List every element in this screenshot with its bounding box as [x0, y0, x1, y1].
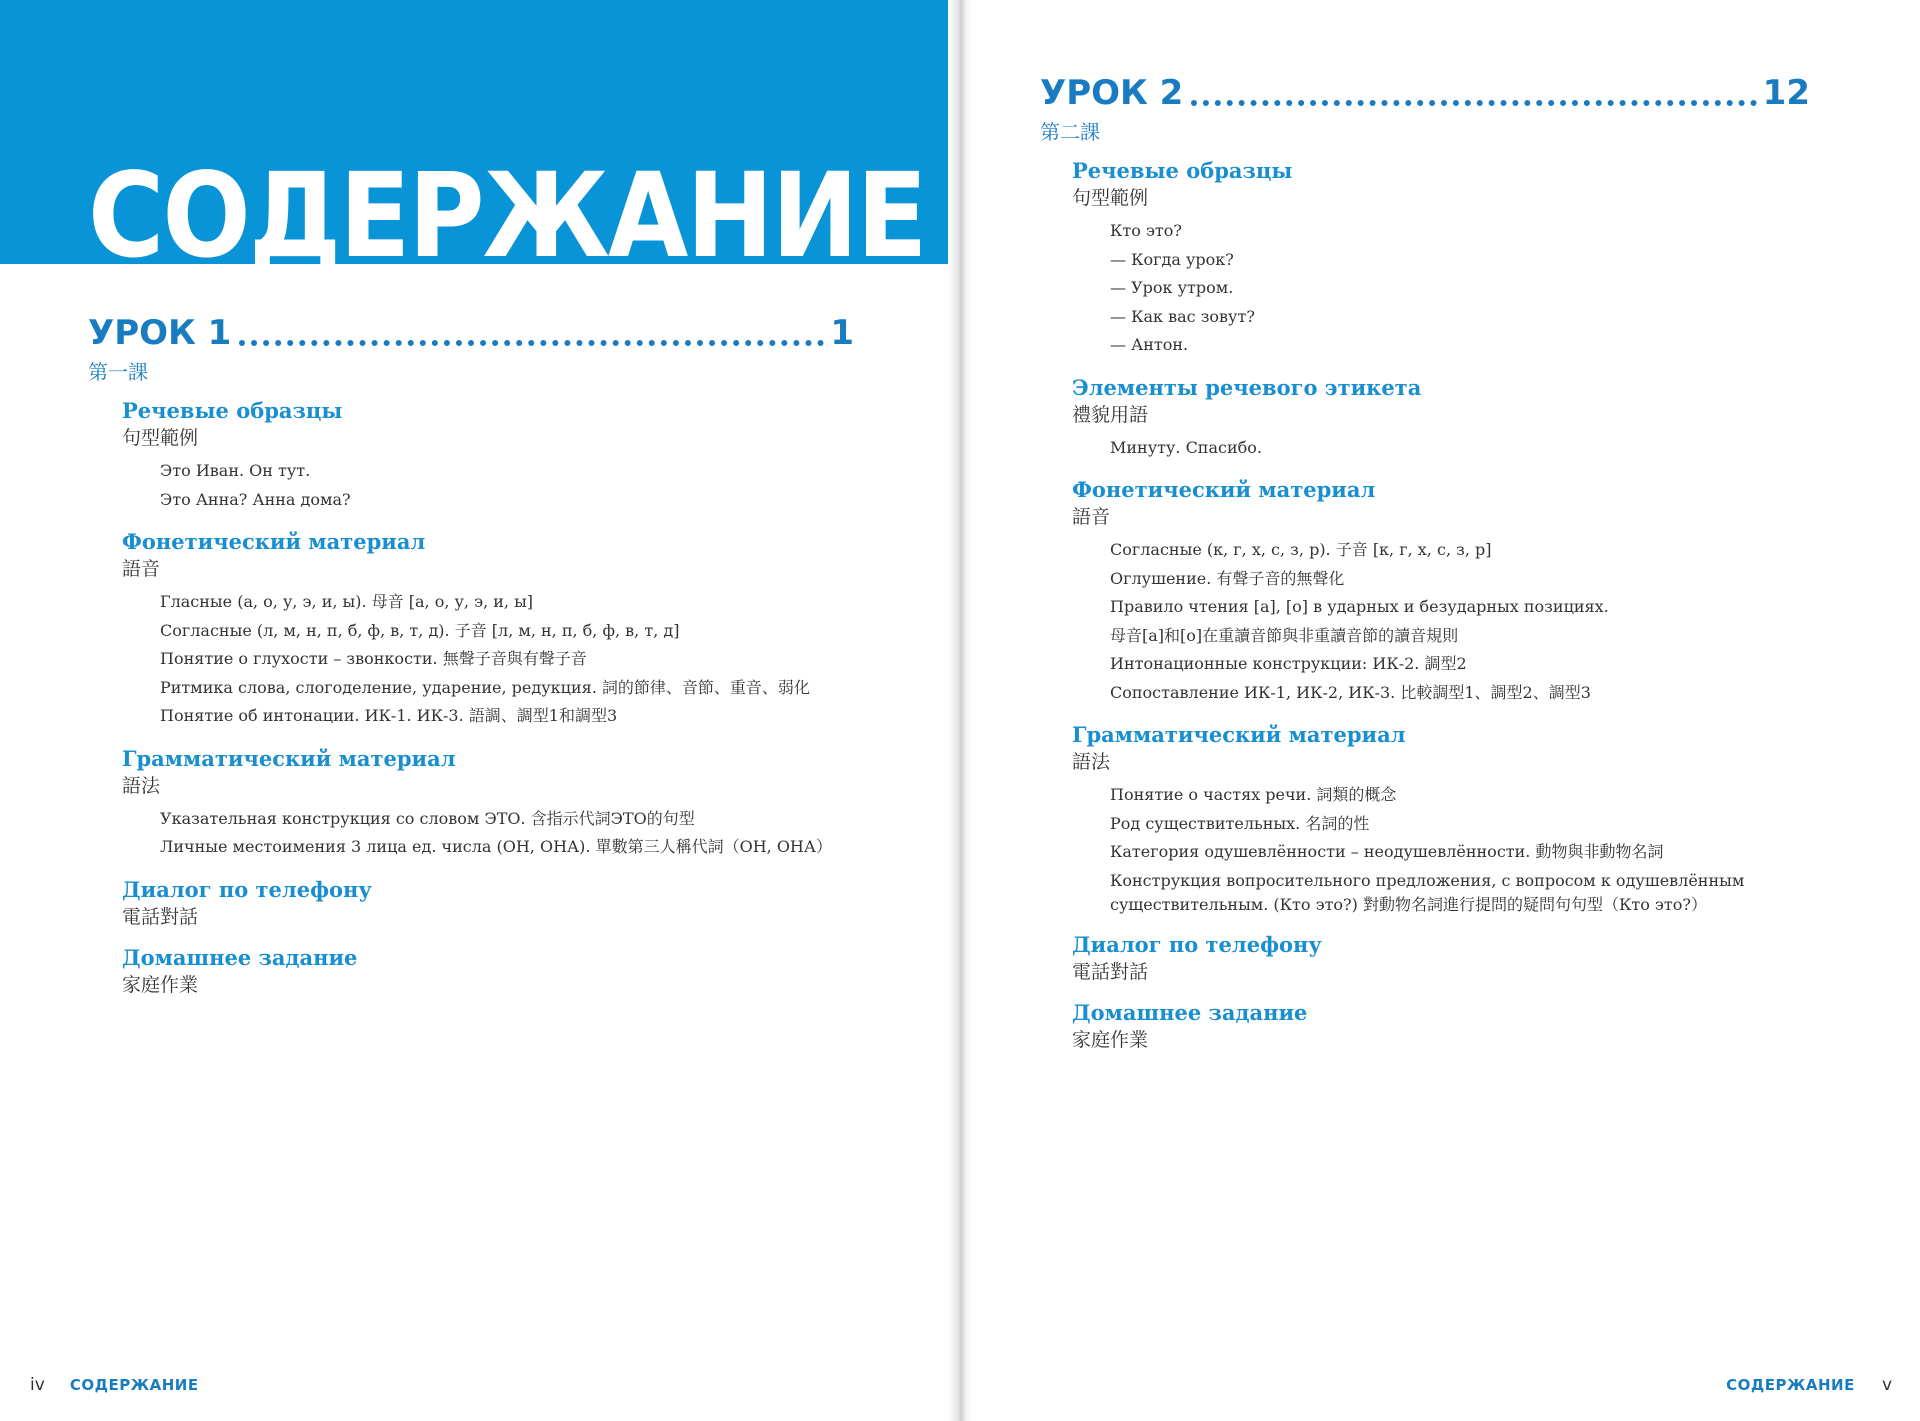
- lesson-title: УРОК 2: [1040, 73, 1184, 113]
- section-subtitle: 句型範例: [1072, 187, 1149, 209]
- leader-dots: [1191, 100, 1756, 106]
- list-item: Кто это?: [1110, 221, 1182, 240]
- left-footer: [30, 1375, 199, 1395]
- list-item: Личные местоимения 3 лица ед. числа (ОН, ОНА). 單數第三人稱代詞（ОН, ОНА）: [160, 837, 833, 856]
- section: [1072, 721, 1750, 917]
- section-items: [1110, 781, 1750, 917]
- list-item: Оглушение. 有聲子音的無聲化: [1110, 568, 1345, 588]
- left-page: [0, 0, 958, 1421]
- section-title: Домашнее задание: [122, 944, 358, 970]
- list-item: Ритмика слова, слогоделение, ударение, редукция. 詞的節律、音節、重音、弱化: [160, 677, 810, 697]
- list-item: Указательная конструкция со словом ЭТО. 含指示代詞ЭТО的句型: [160, 808, 695, 828]
- section-subtitle: 禮貌用語: [1072, 403, 1149, 426]
- section-title: Грамматический материал: [1072, 722, 1406, 747]
- section: [1072, 476, 1750, 707]
- section-subtitle: 電話對話: [122, 905, 199, 928]
- list-item: Согласные (л, м, н, п, б, ф, в, т, д). 子音 [л, м, н, п, б, ф, в, т, д]: [160, 620, 680, 640]
- section-items: [160, 805, 832, 862]
- list-item: Род существительных. 名詞的性: [1110, 813, 1370, 833]
- section-subtitle: 語音: [1072, 506, 1111, 528]
- list-item: Согласные (к, г, х, с, з, р). 子音 [к, г, х, с, з, р]: [1110, 540, 1492, 559]
- list-item: 母音[а]和[о]在重讀音節與非重讀音節的讀音規則: [1110, 625, 1459, 645]
- lesson-2-heading: [1040, 73, 1810, 113]
- list-item: Понятие о частях речи. 詞類的概念: [1110, 785, 1397, 804]
- section-subtitle: 家庭作業: [122, 973, 199, 996]
- section-title: Речевые образцы: [1072, 158, 1293, 183]
- list-item: — Как вас зовут?: [1110, 306, 1255, 326]
- section-subtitle: 句型範例: [122, 427, 199, 449]
- section-subtitle: 語法: [1072, 751, 1111, 773]
- section-title: Домашнее задание: [1072, 999, 1308, 1025]
- lesson-1-sections: [122, 397, 832, 1012]
- section: [1072, 999, 1750, 1053]
- section-items: [160, 588, 832, 731]
- section: [1072, 374, 1750, 463]
- section-items: [1110, 536, 1750, 707]
- list-item: Интонационные конструкции: ИК-2. 調型2: [1110, 654, 1467, 673]
- list-item: Это Иван. Он тут.: [160, 461, 311, 480]
- section-subtitle: 家庭作業: [1072, 1028, 1149, 1051]
- section-items: [1110, 217, 1750, 360]
- running-footer-label: СОДЕРЖАНИЕ: [1726, 1376, 1855, 1394]
- lesson-page-number: 12: [1762, 73, 1810, 113]
- list-item: Сопоставление ИК-1, ИК-2, ИК-3. 比較調型1、調型2、調型3: [1110, 682, 1591, 702]
- section: [122, 528, 832, 731]
- section-subtitle: 語法: [122, 774, 161, 797]
- list-item: Гласные (а, о, у, э, и, ы). 母音 [а, о, у, э, и, ы]: [160, 592, 534, 611]
- contents-title: [88, 147, 1064, 287]
- section-title: Диалог по телефону: [122, 876, 372, 902]
- section-items: [160, 457, 832, 514]
- book-gutter: [948, 0, 972, 1421]
- list-item: Это Анна? Анна дома?: [160, 489, 351, 509]
- list-item: Понятие о глухости – звонкости. 無聲子音與有聲子音: [160, 649, 587, 668]
- list-item: Минуту. Спасибо.: [1110, 437, 1262, 457]
- right-page: [958, 0, 1920, 1421]
- section-items: [1110, 434, 1750, 463]
- page-number: iv: [30, 1375, 45, 1395]
- section: [1072, 157, 1750, 360]
- section-subtitle: 電話對話: [1072, 960, 1149, 983]
- page-number: v: [1881, 1375, 1892, 1395]
- section-title: Элементы речевого этикета: [1072, 374, 1422, 400]
- list-item: Конструкция вопросительного предложения, с вопросом к одушевлённым существительным. (Кто это?) 對動物名詞進行提問的疑問句句型（Кто это?）: [1110, 870, 1745, 914]
- lesson-1-heading: [88, 313, 854, 353]
- section-title: Фонетический материал: [1072, 477, 1376, 502]
- section-title: Грамматический материал: [122, 745, 456, 771]
- list-item: Категория одушевлённости – неодушевлённости. 動物與非動物名詞: [1110, 842, 1664, 861]
- list-item: — Урок утром.: [1110, 278, 1234, 297]
- section-title: Фонетический материал: [122, 529, 426, 554]
- lesson-page-number: 1: [830, 313, 854, 353]
- lesson-2-sections: [1072, 157, 1750, 1067]
- section-title: Речевые образцы: [122, 398, 343, 423]
- title-banner: [0, 0, 958, 285]
- section: [122, 745, 832, 862]
- section: [122, 876, 832, 930]
- list-item: — Когда урок?: [1110, 249, 1234, 269]
- list-item: — Антон.: [1110, 335, 1189, 354]
- list-item: Правило чтения [а], [о] в ударных и безударных позициях.: [1110, 597, 1609, 616]
- section-subtitle: 語音: [122, 558, 161, 580]
- leader-dots: [239, 340, 824, 346]
- running-footer-label: СОДЕРЖАНИЕ: [69, 1376, 199, 1394]
- contents-title-ru: СОДЕРЖАНИЕ: [88, 147, 926, 285]
- section: [122, 397, 832, 514]
- section: [122, 944, 832, 998]
- section: [1072, 931, 1750, 985]
- lesson-subtitle: 第一課: [88, 360, 148, 384]
- right-footer: [1726, 1375, 1892, 1395]
- list-item: Понятие об интонации. ИК-1. ИК-3. 語調、調型1和調型3: [160, 706, 618, 725]
- lesson-subtitle: 第二課: [1040, 120, 1100, 144]
- lesson-title: УРОК 1: [88, 313, 232, 353]
- section-title: Диалог по телефону: [1072, 931, 1322, 957]
